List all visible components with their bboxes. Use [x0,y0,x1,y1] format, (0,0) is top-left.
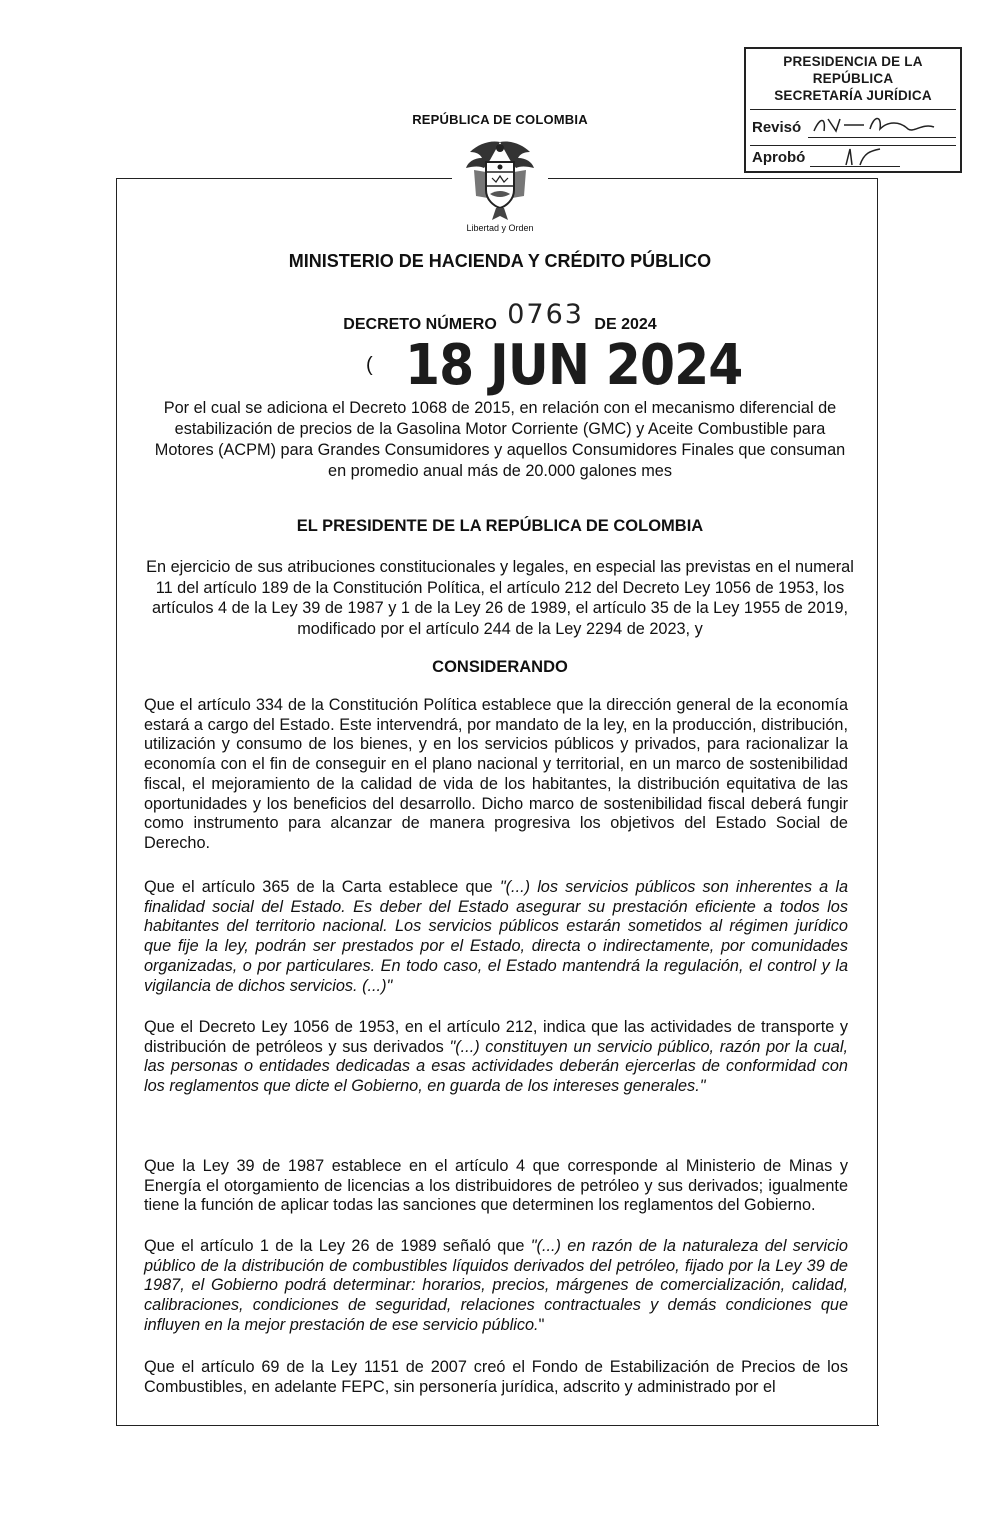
paragraph-5-lead: Que el artículo 1 de la Ley 26 de 1989 señaló que [144,1237,531,1255]
paragraph-3-quote: "(...) constituyen un servicio público, razón por la cual, las personas o entidades dedicadas a esas actividades deberán ejercerlas de conformidad con los reglamentos que dicte el Gobierno, en guarda de los intereses generales." [144,1037,848,1096]
stamp-line-2: SECRETARÍA JURÍDICA [774,88,932,103]
considerando-paragraph-5 [144,1237,848,1336]
aprobo-signature [840,145,890,169]
stamp-reviso-label: Revisó [752,119,802,136]
considerando-paragraph-2 [144,878,848,996]
considerando-paragraph-1: Que el artículo 334 de la Constitución Política establece que la dirección general de la economía estará a cargo del Estado. Este intervendrá, por mandato de la ley, en la producción, distribución, utilización y consumo de los bienes, y en los servicios públicos y privados, para racionalizar la economía con el fin de conseguir en el plano nacional y territorial, en un marco de sostenibilidad fiscal, el mejoramiento de la calidad de vida de los habitantes, la distribución equitativa de las oportunidades y los beneficios del desarrollo. Dicho marco de sostenibilidad fiscal deberá fungir como instrumento para alcanzar de manera progresiva los objetivos del Estado Social de Derecho. [144,696,848,852]
date-stamp: 18 JUN 2024 [405,333,743,398]
paragraph-5-quote: "(...) en razón de la naturaleza del servicio público de la distribución de combustibles líquidos derivados del petróleo, fijado por la Ley 39 de 1987, el Gobierno podrá determinar: horarios, precios, márgenes de comercialización, calidad, calibraciones, condiciones de seguridad, relaciones contractuales y demás condiciones que influyen en la mejor prestación de ese servicio público. [144,1237,848,1334]
considerando-paragraph-3 [144,1018,848,1097]
republic-title: REPÚBLICA DE COLOMBIA [412,112,588,127]
frame-top-right [548,178,878,179]
paragraph-2-lead: Que el artículo 365 de la Carta establece que [144,878,500,896]
frame-right [877,178,878,1426]
considerando-paragraph-4: Que la Ley 39 de 1987 establece en el artículo 4 que corresponde al Ministerio de Minas y Energía el otorgamiento de licencias a los distribuidores de petróleo y sus derivados; igualmente tiene la función de aplicar todas las sanciones que determinen los reglamentos del Gobierno. [144,1157,848,1215]
legal-powers-paragraph: En ejercicio de sus atribuciones constitucionales y legales, en especial las previstas en el numeral 11 del artículo 189 de la Constitución Política, el artículo 212 del Decreto Ley 1056 de 1953, los artículos 4 de la Ley 39 de 1987 y 1 de la Ley 26 de 1989, el artículo 35 de la Ley 1955 de 2019, modificado por el artículo 244 de la Ley 2294 de 2023, y [146,558,854,638]
reviso-signature [810,111,940,139]
frame-left [116,178,117,1426]
considerando-heading: CONSIDERANDO [432,658,568,676]
decree-heading [200,299,800,336]
considerando-paragraph-6: Que el artículo 69 de la Ley 1151 de 2007 creó el Fondo de Estabilización de Precios de los Combustibles, en adelante FEPC, sin personería jurídica, adscrito y administrado por el [144,1358,848,1396]
coat-of-arms-icon [460,138,540,224]
stamp-aprobo-label: Aprobó [752,149,806,166]
frame-top-left [116,178,452,179]
issuer-heading: EL PRESIDENTE DE LA REPÚBLICA DE COLOMBIA [296,517,704,535]
ministry-title: MINISTERIO DE HACIENDA Y CRÉDITO PÚBLICO [288,251,712,271]
decree-prefix: DECRETO NÚMERO [343,316,497,333]
motto-text: Libertad y Orden [466,223,534,233]
stamp-divider [750,109,956,110]
stamp-line-1: PRESIDENCIA DE LA REPÚBLICA [783,54,923,86]
decree-number: 0763 [507,299,584,330]
paragraph-5-close-quote: " [538,1315,545,1334]
date-open-paren: ( [366,354,373,376]
decree-year: DE 2024 [594,316,657,333]
paragraph-2-quote: "(...) los servicios públicos son inherentes a la finalidad social del Estado. Es deber del Estado asegurar su prestación eficiente a todos los habitantes del territorio nacional. Los servicios públicos estarán sometidos al régimen jurídico que fije la ley, podrán ser prestados por el Estado, directa o indirectamente, por comunidades organizadas, o por particulares. En todo caso, el Estado mantendrá la regulación, el control y la vigilancia de dichos servicios. (...)" [144,878,848,995]
decree-subject: Por el cual se adiciona el Decreto 1068 de 2015, en relación con el mecanismo diferencial de estabilización de precios de la Gasolina Motor Corriente (GMC) y Aceite Combustible para Motores (ACPM) para Grandes Consumidores y aquellos Consumidores Finales que consuman en promedio anual más de 20.000 galones mes [154,399,846,480]
paragraph-3-lead: Que el Decreto Ley 1056 de 1953, en el artículo 212, indica que las actividades de transporte y distribución de petróleos y sus derivados [144,1018,848,1056]
frame-bottom [116,1425,879,1426]
legal-review-stamp [744,47,962,173]
stamp-header [746,53,960,104]
